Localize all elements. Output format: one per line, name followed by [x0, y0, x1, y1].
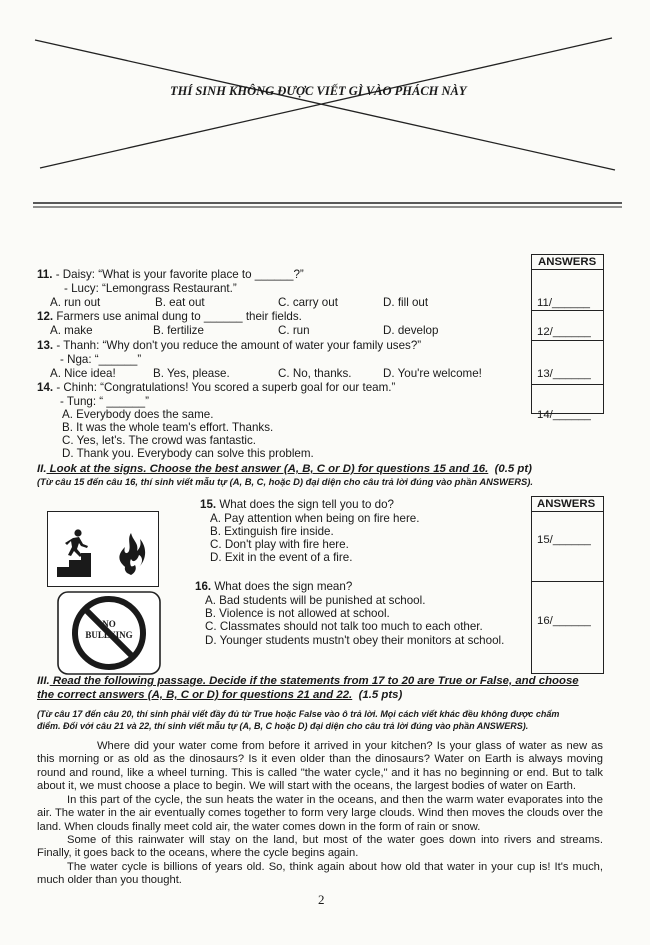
q16-option-d: D. Younger students mustn't obey their monitors at school.	[205, 634, 505, 647]
answer-slot-15[interactable]: 15/______	[537, 534, 591, 546]
q15-option-d: D. Exit in the event of a fire.	[210, 551, 353, 564]
q12-option-a: A. make	[50, 324, 93, 337]
section-3-note: (Từ câu 17 đến câu 20, thí sinh phải viết đầy đủ từ True hoặc False vào ô trả lời. Mọi cách viết khác đều không được chấm	[37, 709, 560, 719]
header-cross-lines	[0, 0, 650, 215]
fire-exit-sign-image	[47, 511, 159, 587]
header-title: THÍ SINH KHÔNG ĐƯỢC VIẾT GÌ VÀO PHÁCH NÀY	[170, 84, 467, 98]
question-15: 15. What does the sign tell you to do?	[200, 498, 395, 511]
passage-paragraph-2: In this part of the cycle, the sun heats the water in the oceans, and then the warm water evaporates into the air. The water in the air eventually comes together to form very large clouds. Wind then moves the clouds over the land. When clouds finally meet cold air, the water comes down in the form of rain or snow.	[37, 794, 603, 833]
no-bullying-sign-text: NO BULLYING	[85, 619, 133, 640]
answer-slot-11[interactable]: 11/______	[537, 297, 591, 309]
passage-paragraph-1: Where did your water come from before it arrived in your kitchen? Is your glass of water as new as this morning or as old as the dinosaurs? Is it even older than the dinosaurs? Water on Earth is always moving round and round, like a wheel turning. This is called "the water cycle," and it has no beginning or end. But to talk about it, we must choose a place to begin. We will start with the oceans, the largest bodies of water on Earth.	[37, 740, 603, 792]
q13-option-c: C. No, thanks.	[278, 367, 352, 380]
answers-box-1	[531, 254, 604, 421]
q12-option-d: D. develop	[383, 324, 439, 337]
passage-paragraph-3: Some of this rainwater will stay on the land, but most of the water goes down into rivers and streams. Finally, it goes back to the oceans, where the cycle begins again.	[37, 834, 603, 860]
section-3-heading-line2: the correct answers (A, B, C or D) for questions 21 and 22. (1.5 pts)	[37, 689, 403, 701]
q14-option-c: C. Yes, let's. The crowd was fantastic.	[62, 434, 257, 447]
q14-option-d: D. Thank you. Everybody can solve this problem.	[62, 447, 314, 460]
q14-option-b: B. It was the whole team's effort. Thanks.	[62, 421, 274, 434]
answer-slot-12[interactable]: 12/______	[537, 326, 591, 338]
section-2-note: (Từ câu 15 đến câu 16, thí sinh viết mẫu tự (A, B, C, hoặc D) đại diện cho câu trả lời đúng vào phần ANSWERS).	[37, 476, 533, 487]
q14-option-a: A. Everybody does the same.	[62, 408, 214, 421]
question-14-line2: - Tung: “ ______”	[60, 395, 149, 408]
question-13: 13. - Thanh: “Why don't you reduce the amount of water your family uses?”	[37, 339, 422, 352]
q11-option-d: D. fill out	[383, 296, 429, 309]
section-3-heading: III. Read the following passage. Decide if the statements from 17 to 20 are True or False, and choose	[37, 675, 579, 687]
q15-option-a: A. Pay attention when being on fire here.	[210, 512, 420, 525]
question-11-line2: - Lucy: “Lemongrass Restaurant.”	[64, 282, 237, 295]
q12-option-b: B. fertilize	[153, 324, 204, 337]
q11-option-c: C. carry out	[278, 296, 338, 309]
passage-paragraph-4: The water cycle is billions of years old. So, think again about how old that water in your cup is! It's much, much older than you thought.	[37, 861, 603, 887]
answers-box-2	[531, 496, 604, 674]
q15-option-b: B. Extinguish fire inside.	[210, 525, 334, 538]
q16-option-b: B. Violence is not allowed at school.	[205, 607, 390, 620]
question-13-line2: - Nga: “______”	[60, 353, 142, 366]
q15-option-c: C. Don't play with fire here.	[210, 538, 349, 551]
answer-slot-13[interactable]: 13/______	[537, 368, 591, 380]
question-16: 16. What does the sign mean?	[195, 580, 353, 593]
answers-title: ANSWERS	[538, 256, 597, 268]
page-number: 2	[318, 892, 325, 907]
q13-option-d: D. You're welcome!	[383, 367, 482, 380]
question-12: 12. Farmers use animal dung to ______ their fields.	[37, 310, 302, 323]
q16-option-c: C. Classmates should not talk too much to each other.	[205, 620, 483, 633]
section-3-note-line2: điểm. Đối với câu 21 và 22, thí sinh viết mẫu tự (A, B, C hoặc D) đại diện cho câu trả lời đúng vào phần ANSWERS).	[37, 721, 529, 731]
q11-option-b: B. eat out	[155, 296, 205, 309]
section-2-heading: II. Look at the signs. Choose the best answer (A, B, C or D) for questions 15 and 16. (0.5 pt)	[37, 463, 532, 475]
question-11: 11. - Daisy: “What is your favorite place to ______?”	[37, 268, 304, 281]
answer-slot-16[interactable]: 16/______	[537, 615, 591, 627]
question-14: 14. - Chinh: “Congratulations! You scored a superb goal for our team.”	[37, 381, 396, 394]
answers-title-2: ANSWERS	[537, 498, 596, 510]
q12-option-c: C. run	[278, 324, 310, 337]
answer-slot-14[interactable]: 14/______	[537, 409, 591, 421]
q16-option-a: A. Bad students will be punished at school.	[205, 594, 426, 607]
q11-option-a: A. run out	[50, 296, 101, 309]
q13-option-b: B. Yes, please.	[153, 367, 230, 380]
q13-option-a: A. Nice idea!	[50, 367, 116, 380]
